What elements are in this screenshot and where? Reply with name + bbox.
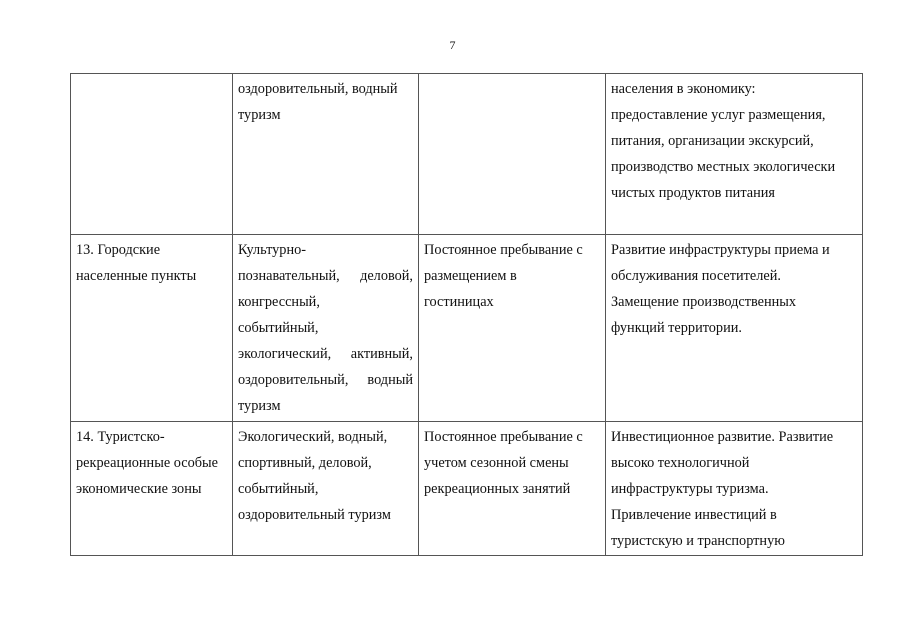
cell-tourism-types <box>233 422 419 556</box>
cell-line: производство местных экологически <box>611 159 836 175</box>
cell-development <box>606 422 863 556</box>
table-row <box>71 74 863 235</box>
cell-line: 14. Туристско- <box>76 429 165 445</box>
cell-line: обслуживания посетителей. <box>611 268 781 284</box>
cell-tourism-types <box>233 235 419 422</box>
cell-development <box>606 74 863 235</box>
cell-line: Привлечение инвестиций в <box>611 507 777 523</box>
table-row <box>71 422 863 556</box>
cell-stay-format <box>419 235 606 422</box>
cell-line: функций территории. <box>611 320 742 336</box>
cell-tourism-types <box>233 74 419 235</box>
cell-line: событийный, <box>238 481 319 497</box>
page-number: 7 <box>449 38 456 52</box>
cell-line: оздоровительный, водный <box>238 372 413 388</box>
cell-line: событийный, <box>238 320 319 336</box>
cell-development <box>606 235 863 422</box>
cell-line: экономические зоны <box>76 481 202 497</box>
cell-line: размещением в <box>424 268 517 284</box>
cell-line: питания, организации экскурсий, <box>611 133 814 149</box>
cell-line: Культурно- <box>238 242 307 258</box>
cell-line: туризм <box>238 107 281 123</box>
cell-line: Постоянное пребывание с <box>424 429 583 445</box>
tourism-zones-table <box>70 73 863 556</box>
cell-zone-type <box>71 235 233 422</box>
cell-zone-type <box>71 74 233 235</box>
cell-line: предоставление услуг размещения, <box>611 107 826 123</box>
cell-line: учетом сезонной смены <box>424 455 569 471</box>
cell-line: 13. Городские <box>76 242 161 258</box>
cell-line: гостиницах <box>424 294 494 310</box>
cell-line: высоко технологичной <box>611 455 750 471</box>
cell-line: Развитие инфраструктуры приема и <box>611 242 830 258</box>
cell-stay-format <box>419 74 606 235</box>
cell-line: инфраструктуры туризма. <box>611 481 769 497</box>
cell-line: познавательный, деловой, <box>238 268 413 284</box>
cell-line: спортивный, деловой, <box>238 455 372 471</box>
cell-line: экологический, активный, <box>238 346 413 362</box>
cell-line: Экологический, водный, <box>238 429 388 445</box>
cell-line: туристскую и транспортную <box>611 533 785 549</box>
cell-line: Инвестиционное развитие. Развитие <box>611 429 834 445</box>
cell-line: рекреационные особые <box>76 455 218 471</box>
cell-line: туризм <box>238 398 281 414</box>
cell-line: населенные пункты <box>76 268 197 284</box>
cell-line: конгрессный, <box>238 294 320 310</box>
cell-line: оздоровительный туризм <box>238 507 391 523</box>
cell-stay-format <box>419 422 606 556</box>
table-row <box>71 235 863 422</box>
cell-line: Замещение производственных <box>611 294 797 310</box>
cell-line: оздоровительный, водный <box>238 81 398 97</box>
cell-line: рекреационных занятий <box>424 481 571 497</box>
cell-line: чистых продуктов питания <box>611 185 775 201</box>
cell-line: населения в экономику: <box>611 81 756 97</box>
cell-line: Постоянное пребывание с <box>424 242 583 258</box>
cell-zone-type <box>71 422 233 556</box>
